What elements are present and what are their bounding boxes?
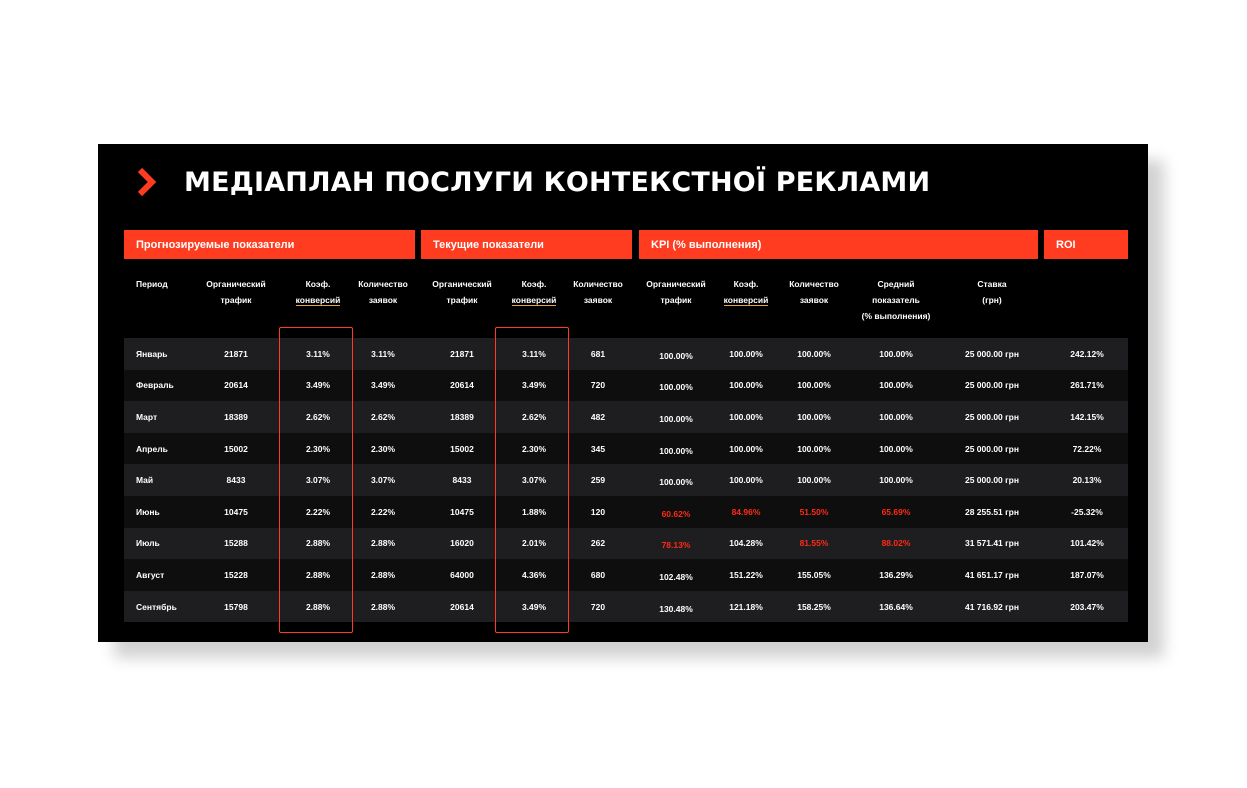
cell-f-traffic: 21871 — [224, 348, 248, 359]
cell-f-traffic: 10475 — [224, 506, 248, 517]
group-header-kpi: KPI (% выполнения) — [639, 230, 1038, 259]
cell-rate: 25 000.00 грн — [964, 443, 1020, 454]
column-header-line: Органический — [432, 279, 492, 289]
column-header-f-conv — [281, 276, 355, 308]
cell-k-conv: 104.28% — [729, 538, 763, 549]
cell-k-traffic: 100.00% — [659, 445, 693, 456]
column-header-line: (% выполнения) — [861, 311, 931, 321]
cell-c-leads: 120 — [590, 506, 606, 517]
column-header-k-traffic — [640, 276, 712, 308]
column-header-underlined-text: конверсий — [295, 295, 341, 305]
cell-k-traffic: 130.48% — [659, 603, 693, 614]
cell-roi: 72.22% — [1072, 443, 1102, 454]
cell-rate: 25 000.00 грн — [964, 411, 1020, 422]
column-header-line: Органический — [206, 279, 266, 289]
cell-f-conv: 2.88% — [305, 538, 331, 549]
cell-k-conv: 100.00% — [729, 443, 763, 454]
chevron-right-icon — [136, 167, 158, 197]
cell-roi: 20.13% — [1072, 475, 1102, 486]
cell-f-conv: 2.88% — [305, 601, 331, 612]
cell-f-leads: 2.22% — [370, 506, 396, 517]
cell-c-conv: 2.62% — [521, 411, 547, 422]
column-header-line: заявок — [583, 295, 613, 305]
group-header-roi: ROI — [1044, 230, 1128, 259]
table-row — [124, 559, 1128, 591]
column-header-f-traffic — [196, 276, 276, 308]
column-header-line: Коэф. — [521, 279, 547, 289]
cell-c-traffic: 20614 — [450, 601, 474, 612]
cell-c-traffic: 8433 — [452, 475, 472, 486]
cell-f-leads: 3.11% — [371, 348, 395, 359]
cell-c-leads: 262 — [590, 538, 606, 549]
cell-k-traffic: 78.13% — [661, 540, 691, 551]
cell-f-leads: 3.49% — [370, 380, 396, 391]
column-header-line: показатель — [872, 295, 920, 305]
cell-f-conv: 2.30% — [305, 443, 331, 454]
cell-period: Февраль — [136, 380, 174, 391]
cell-c-traffic: 21871 — [450, 348, 474, 359]
cell-c-conv: 2.30% — [521, 443, 547, 454]
column-header-line: Количество — [789, 279, 839, 289]
cell-roi: 242.12% — [1070, 348, 1104, 359]
group-header-current: Текущие показатели — [421, 230, 632, 259]
cell-f-leads: 3.07% — [370, 475, 396, 486]
table-row — [124, 433, 1128, 465]
cell-k-avg: 65.69% — [881, 506, 911, 517]
cell-k-traffic: 60.62% — [661, 508, 691, 519]
cell-c-conv: 3.49% — [521, 601, 547, 612]
cell-rate: 25 000.00 грн — [964, 380, 1020, 391]
cell-k-leads: 51.50% — [799, 506, 829, 517]
media-plan-panel — [98, 144, 1148, 642]
column-header-line: трафик — [446, 295, 478, 305]
column-header-line — [497, 292, 571, 308]
table-row — [124, 496, 1128, 528]
cell-period: Сентябрь — [136, 601, 177, 612]
cell-period: Май — [136, 475, 154, 486]
cell-k-avg: 88.02% — [881, 538, 911, 549]
cell-c-traffic: 18389 — [450, 411, 474, 422]
cell-k-conv: 100.00% — [729, 380, 763, 391]
cell-f-traffic: 15002 — [224, 443, 248, 454]
cell-k-avg: 100.00% — [879, 380, 913, 391]
cell-c-conv: 3.49% — [521, 380, 547, 391]
column-header-line: Количество — [573, 279, 623, 289]
cell-period: Март — [136, 411, 158, 422]
cell-k-leads: 100.00% — [797, 443, 831, 454]
cell-k-leads: 100.00% — [797, 475, 831, 486]
group-header-forecast: Прогнозируемые показатели — [124, 230, 415, 259]
cell-rate: 31 571.41 грн — [964, 538, 1020, 549]
cell-c-leads: 720 — [590, 380, 606, 391]
cell-f-conv: 2.62% — [305, 411, 331, 422]
cell-k-avg: 100.00% — [879, 411, 913, 422]
cell-c-conv: 3.11% — [522, 348, 546, 359]
column-header-line — [712, 292, 780, 308]
cell-k-leads: 155.05% — [797, 569, 831, 580]
cell-k-traffic: 100.00% — [659, 477, 693, 488]
cell-c-leads: 259 — [590, 475, 606, 486]
table-row — [124, 370, 1128, 402]
cell-k-leads: 81.55% — [799, 538, 829, 549]
data-table — [124, 338, 1128, 622]
table-row — [124, 591, 1128, 623]
cell-c-traffic: 20614 — [450, 380, 474, 391]
cell-f-leads: 2.88% — [370, 538, 396, 549]
cell-c-leads: 680 — [590, 569, 606, 580]
cell-k-leads: 100.00% — [797, 411, 831, 422]
cell-c-traffic: 15002 — [450, 443, 474, 454]
column-header-k-avg — [854, 276, 938, 324]
column-header-c-leads — [571, 276, 625, 308]
cell-k-traffic: 102.48% — [659, 571, 693, 582]
cell-c-traffic: 64000 — [450, 569, 474, 580]
cell-k-avg: 100.00% — [879, 475, 913, 486]
table-row — [124, 338, 1128, 370]
table-row — [124, 401, 1128, 433]
cell-c-conv: 1.88% — [521, 506, 547, 517]
cell-c-conv: 2.01% — [521, 538, 547, 549]
cell-c-leads: 681 — [590, 348, 606, 359]
cell-f-traffic: 15228 — [224, 569, 248, 580]
column-header-line: заявок — [799, 295, 829, 305]
cell-f-leads: 2.62% — [370, 411, 396, 422]
cell-k-leads: 100.00% — [797, 380, 831, 391]
column-header-line: трафик — [660, 295, 692, 305]
column-header-k-leads — [780, 276, 848, 308]
cell-k-traffic: 100.00% — [659, 350, 693, 361]
cell-roi: 187.07% — [1070, 569, 1104, 580]
column-header-line: Ставка — [977, 279, 1007, 289]
cell-f-traffic: 8433 — [226, 475, 246, 486]
cell-roi: 101.42% — [1070, 538, 1104, 549]
column-header-line: трафик — [220, 295, 252, 305]
cell-period: Июль — [136, 538, 160, 549]
cell-k-conv: 100.00% — [729, 411, 763, 422]
column-header-c-traffic — [421, 276, 503, 308]
column-header-underlined-text: конверсий — [511, 295, 557, 305]
column-header-line: Период — [136, 279, 168, 289]
column-header-k-conv — [712, 276, 780, 308]
cell-roi: 203.47% — [1070, 601, 1104, 612]
cell-f-leads: 2.88% — [370, 601, 396, 612]
cell-k-conv: 151.22% — [729, 569, 763, 580]
cell-k-conv: 100.00% — [729, 475, 763, 486]
column-header-k-rate — [938, 276, 1046, 308]
cell-period: Июнь — [136, 506, 160, 517]
cell-k-avg: 136.64% — [879, 601, 913, 612]
table-row — [124, 528, 1128, 560]
cell-f-conv: 2.22% — [305, 506, 331, 517]
cell-k-conv: 121.18% — [729, 601, 763, 612]
column-header-line: Средний — [877, 279, 915, 289]
cell-period: Август — [136, 569, 165, 580]
column-header-line: Коэф. — [733, 279, 759, 289]
cell-rate: 41 716.92 грн — [964, 601, 1020, 612]
cell-k-avg: 100.00% — [879, 348, 913, 359]
cell-rate: 25 000.00 грн — [964, 348, 1020, 359]
column-header-line: Количество — [358, 279, 408, 289]
cell-rate: 25 000.00 грн — [964, 475, 1020, 486]
cell-c-traffic: 16020 — [450, 538, 474, 549]
title-row — [136, 164, 930, 200]
column-header-line: заявок — [368, 295, 398, 305]
cell-f-leads: 2.88% — [370, 569, 396, 580]
cell-rate: 28 255.51 грн — [964, 506, 1020, 517]
cell-k-conv: 100.00% — [729, 348, 763, 359]
cell-c-leads: 720 — [590, 601, 606, 612]
page-title: МЕДІАПЛАН ПОСЛУГИ КОНТЕКСТНОЇ РЕКЛАМИ — [184, 166, 931, 198]
cell-k-leads: 100.00% — [797, 348, 831, 359]
cell-rate: 41 651.17 грн — [964, 569, 1020, 580]
cell-f-traffic: 20614 — [224, 380, 248, 391]
cell-roi: 261.71% — [1070, 380, 1104, 391]
table-row — [124, 464, 1128, 496]
cell-c-conv: 4.36% — [521, 569, 547, 580]
column-header-line: Коэф. — [305, 279, 331, 289]
cell-c-leads: 345 — [590, 443, 606, 454]
column-header-underlined-text: конверсий — [723, 295, 769, 305]
cell-f-conv: 3.49% — [305, 380, 331, 391]
cell-f-conv: 3.11% — [306, 348, 330, 359]
column-header-c-conv — [497, 276, 571, 308]
cell-f-traffic: 15798 — [224, 601, 248, 612]
column-header-line: (грн) — [982, 295, 1002, 305]
cell-f-traffic: 15288 — [224, 538, 248, 549]
cell-k-conv: 84.96% — [731, 506, 761, 517]
column-header-period — [136, 276, 196, 292]
cell-f-conv: 3.07% — [305, 475, 331, 486]
cell-k-traffic: 100.00% — [659, 413, 693, 424]
cell-c-conv: 3.07% — [521, 475, 547, 486]
cell-period: Январь — [136, 348, 168, 359]
cell-k-avg: 100.00% — [879, 443, 913, 454]
column-header-line — [281, 292, 355, 308]
cell-c-leads: 482 — [590, 411, 606, 422]
cell-k-avg: 136.29% — [879, 569, 913, 580]
cell-f-leads: 2.30% — [370, 443, 396, 454]
cell-k-traffic: 100.00% — [659, 382, 693, 393]
cell-k-leads: 158.25% — [797, 601, 831, 612]
cell-f-conv: 2.88% — [305, 569, 331, 580]
cell-f-traffic: 18389 — [224, 411, 248, 422]
cell-roi: 142.15% — [1070, 411, 1104, 422]
cell-roi: -25.32% — [1071, 506, 1103, 517]
cell-period: Апрель — [136, 443, 168, 454]
cell-c-traffic: 10475 — [450, 506, 474, 517]
column-header-f-leads — [355, 276, 411, 308]
column-header-line: Органический — [646, 279, 706, 289]
